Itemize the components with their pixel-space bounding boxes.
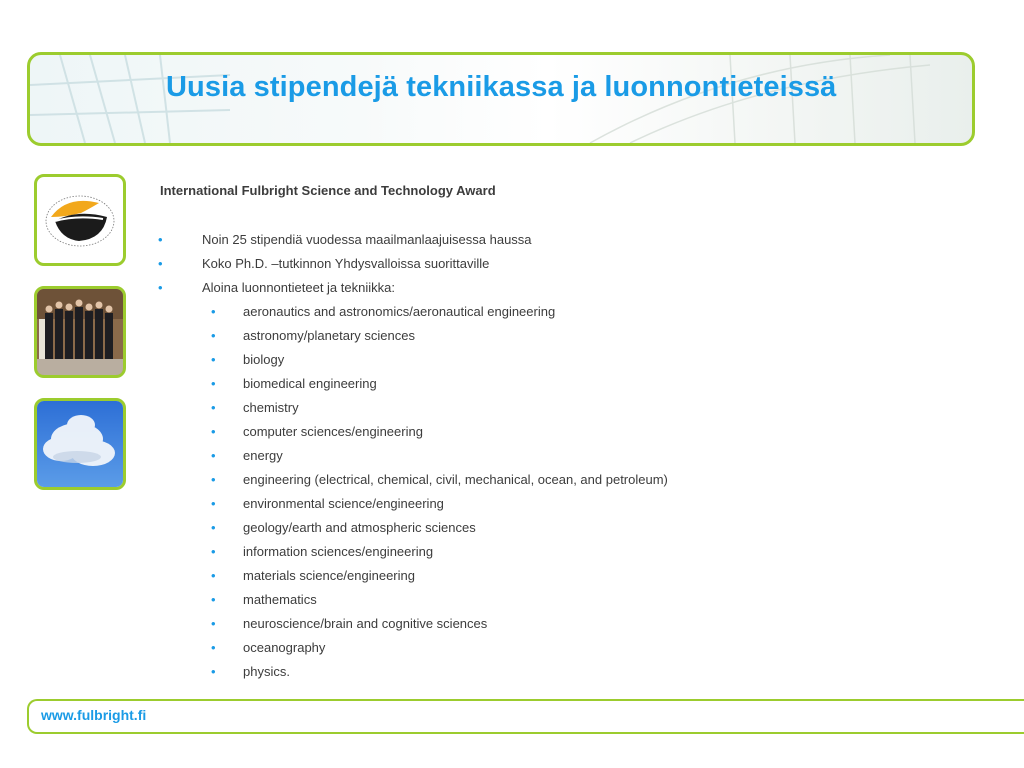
- field-list-item: geology/earth and atmospheric sciences: [243, 520, 476, 535]
- field-list-item: materials science/engineering: [243, 568, 415, 583]
- logo-emblem-icon: [37, 177, 123, 263]
- field-bullet: •: [211, 616, 216, 631]
- field-bullet: •: [211, 568, 216, 583]
- field-bullet: •: [211, 472, 216, 487]
- field-list-item: information sciences/engineering: [243, 544, 434, 559]
- field-list-item: oceanography: [243, 640, 326, 655]
- fulbright-logo: [34, 174, 126, 266]
- footer-website-link[interactable]: www.fulbright.fi: [41, 707, 147, 723]
- field-bullet: •: [211, 352, 216, 367]
- field-bullet: •: [211, 400, 216, 415]
- field-list-item: mathematics: [243, 592, 317, 607]
- award-heading: International Fulbright Science and Technology Award: [160, 183, 496, 198]
- field-bullet: •: [211, 304, 216, 319]
- field-list-item: physics.: [243, 664, 290, 679]
- field-bullet: •: [211, 664, 216, 679]
- field-list-item: biology: [243, 352, 285, 367]
- group-photo-image: [37, 289, 123, 375]
- field-list-item: aeronautics and astronomics/aeronautical engineering: [243, 304, 556, 319]
- main-list-item: Aloina luonnontieteet ja tekniikka:: [202, 280, 395, 295]
- title-banner: [27, 52, 975, 146]
- main-bullet: •: [158, 280, 163, 295]
- field-list-item: biomedical engineering: [243, 376, 377, 391]
- main-list-item: Noin 25 stipendiä vuodessa maailmanlaajuisessa haussa: [202, 232, 532, 247]
- field-bullet: •: [211, 424, 216, 439]
- field-list-item: computer sciences/engineering: [243, 424, 423, 439]
- main-list-item: Koko Ph.D. –tutkinnon Yhdysvalloissa suorittaville: [202, 256, 490, 271]
- slide-title: Uusia stipendejä tekniikassa ja luonnontieteissä: [166, 71, 837, 103]
- sky-photo: [34, 398, 126, 490]
- field-list-item: engineering (electrical, chemical, civil, mechanical, ocean, and petroleum): [243, 472, 668, 487]
- main-bullet: •: [158, 232, 163, 247]
- group-photo: [34, 286, 126, 378]
- field-bullet: •: [211, 520, 216, 535]
- main-bullet: •: [158, 256, 163, 271]
- cloud-sky-image: [37, 401, 123, 487]
- field-list-item: environmental science/engineering: [243, 496, 444, 511]
- field-bullet: •: [211, 328, 216, 343]
- field-bullet: •: [211, 640, 216, 655]
- field-list-item: chemistry: [243, 400, 299, 415]
- field-bullet: •: [211, 592, 216, 607]
- field-bullet: •: [211, 496, 216, 511]
- field-list-item: energy: [243, 448, 283, 463]
- field-bullet: •: [211, 544, 216, 559]
- footer-bar: [27, 699, 1024, 734]
- field-bullet: •: [211, 376, 216, 391]
- field-list-item: astronomy/planetary sciences: [243, 328, 415, 343]
- field-list-item: neuroscience/brain and cognitive sciences: [243, 616, 488, 631]
- field-bullet: •: [211, 448, 216, 463]
